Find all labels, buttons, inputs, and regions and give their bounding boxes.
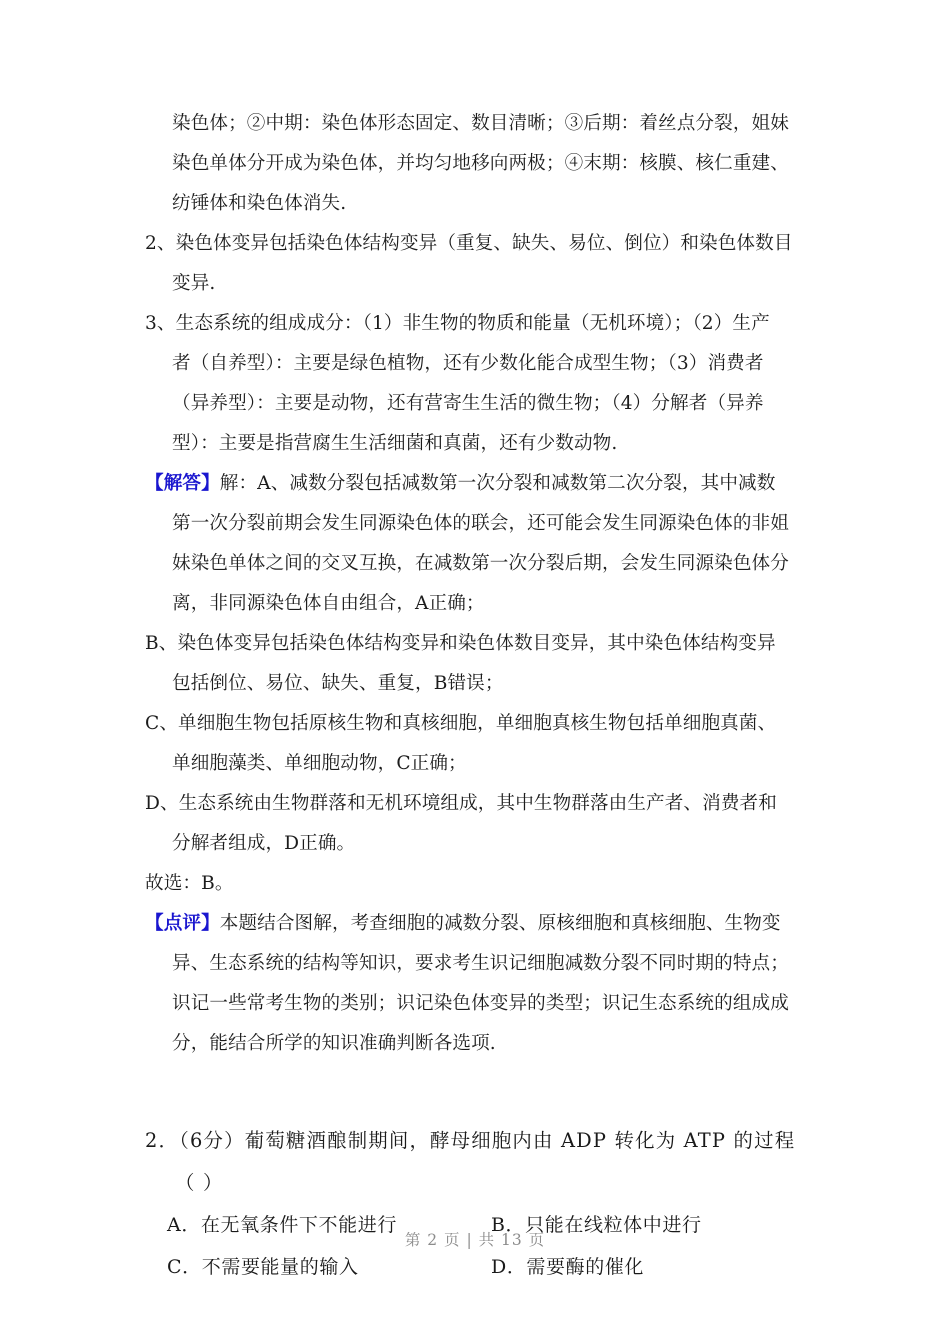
knowledge-point-2-line-2: 变异. xyxy=(172,273,216,294)
comment-first-line xyxy=(145,904,813,944)
solution-option-b-line-1: B、染色体变异包括染色体结构变异和染色体数目变异，其中染色体结构变异 xyxy=(145,633,776,654)
knowledge-point-3-line-1: 3、生态系统的组成成分：（1）非生物的物质和能量（无机环境）；（2）生产 xyxy=(145,313,770,334)
comment-section xyxy=(145,904,813,1064)
question-2-options-row-2 xyxy=(145,1246,813,1288)
solution-first-line xyxy=(145,464,813,504)
document-content xyxy=(145,104,813,1288)
question-2-option-c[interactable]: C．不需要能量的输入 xyxy=(167,1256,359,1278)
knowledge-point-3 xyxy=(145,304,813,464)
solution-option-a-line-3: 离，非同源染色体自由组合，A正确； xyxy=(172,593,485,614)
comment-line-2: 异、生态系统的结构等知识，要求考生识记细胞减数分裂不同时期的特点； xyxy=(172,953,789,974)
comment-line-4: 分，能结合所学的知识准确判断各选项. xyxy=(172,1033,496,1054)
knowledge-point-1-line-1: 染色体；②中期：染色体形态固定、数目清晰；③后期：着丝点分裂，姐妹 xyxy=(172,113,789,134)
solution-option-c-line-1: C、单细胞生物包括原核生物和真核细胞，单细胞真核生物包括单细胞真菌、 xyxy=(145,713,777,734)
solution-section xyxy=(145,464,813,904)
solution-lead-text: 解：A、减数分裂包括减数第一次分裂和减数第二次分裂，其中减数 xyxy=(219,473,776,494)
section-spacer xyxy=(145,1064,813,1120)
knowledge-point-1-line-2: 染色单体分开成为染色体，并均匀地移向两极；④末期：核膜、核仁重建、 xyxy=(172,153,789,174)
knowledge-point-3-line-3: （异养型）：主要是动物，还有营寄生生活的微生物；（4）分解者（异养 xyxy=(172,393,764,414)
question-2-option-d[interactable]: D．需要酶的催化 xyxy=(491,1256,645,1278)
solution-option-c-line-2: 单细胞藻类、单细胞动物，C正确； xyxy=(172,753,467,774)
question-2-option-b[interactable]: B．只能在线粒体中进行 xyxy=(491,1214,702,1236)
knowledge-point-2-line-1: 2、染色体变异包括染色体结构变异（重复、缺失、易位、倒位）和染色体数目 xyxy=(145,233,793,254)
solution-option-d-line-2: 分解者组成，D正确。 xyxy=(172,833,356,854)
question-2-stem-line-1: 2．（6分）葡萄糖酒酿制期间，酵母细胞内由 ADP 转化为 ATP 的过程 xyxy=(145,1129,796,1152)
knowledge-point-3-line-4: 型）：主要是指营腐生生活细菌和真菌，还有少数动物. xyxy=(172,433,618,454)
comment-lead-text: 本题结合图解，考查细胞的减数分裂、原核细胞和真核细胞、生物变 xyxy=(219,913,781,934)
comment-line-3: 识记一些常考生物的类别；识记染色体变异的类型；识记生态系统的组成成 xyxy=(172,993,789,1014)
solution-label: 【解答】 xyxy=(145,473,220,494)
solution-option-a-line-2: 妹染色单体之间的交叉互换，在减数第一次分裂后期，会发生同源染色体分 xyxy=(172,553,789,574)
knowledge-point-1 xyxy=(145,104,813,224)
solution-option-a-line-1: 第一次分裂前期会发生同源染色体的联会，还可能会发生同源染色体的非姐 xyxy=(172,513,789,534)
knowledge-point-1-line-3: 纺锤体和染色体消失. xyxy=(172,193,347,214)
question-2-option-a[interactable]: A．在无氧条件下不能进行 xyxy=(167,1214,397,1236)
solution-option-d-line-1: D、生态系统由生物群落和无机环境组成，其中生物群落由生产者、消费者和 xyxy=(145,793,777,814)
page-footer: 第 2 页 | 共 13 页 xyxy=(404,1231,546,1249)
comment-label: 【点评】 xyxy=(145,913,220,934)
solution-option-b-line-2: 包括倒位、易位、缺失、重复，B错误； xyxy=(172,673,504,694)
knowledge-point-3-line-2: 者（自养型）：主要是绿色植物，还有少数化能合成型生物；（3）消费者 xyxy=(172,353,764,374)
solution-conclusion: 故选：B。 xyxy=(145,873,234,894)
knowledge-point-2 xyxy=(145,224,813,304)
question-2-answer-blank: （ ） xyxy=(175,1171,224,1194)
question-2 xyxy=(145,1120,813,1288)
